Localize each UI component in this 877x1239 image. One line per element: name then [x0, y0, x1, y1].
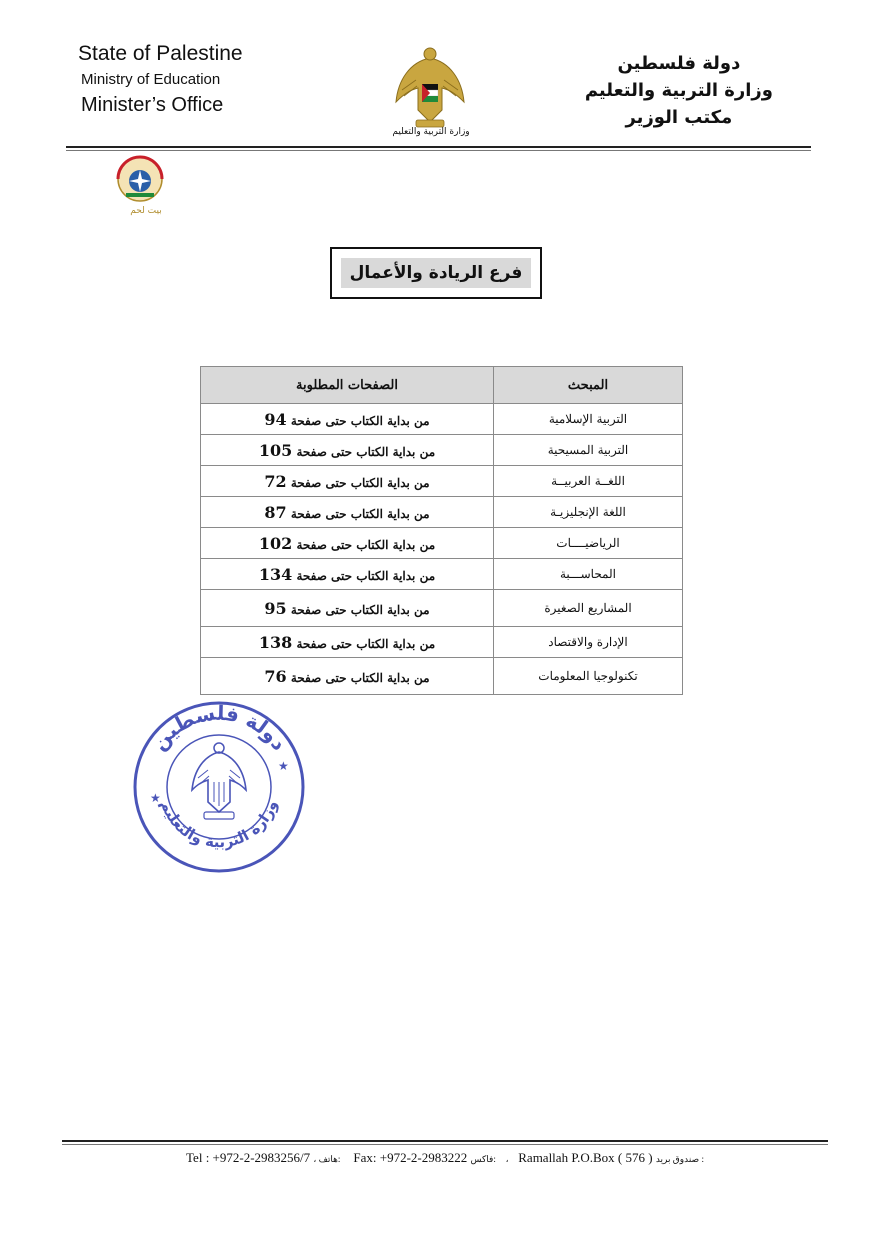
table-row: [201, 528, 683, 559]
pages-text: من بداية الكتاب حتى صفحة: [290, 602, 430, 617]
pages-cell: [201, 404, 494, 435]
header-english-block: [78, 40, 243, 118]
ministry-name-ar: وزارة التربية والتعليم: [584, 80, 773, 101]
pages-text: من بداية الكتاب حتى صفحة: [290, 475, 430, 490]
page-number: 138: [258, 632, 293, 652]
subject-cell: اللغة الإنجليزيـة: [494, 497, 683, 528]
fax-label-ar: فاكس:: [470, 1154, 496, 1164]
table-row: [201, 404, 683, 435]
state-name-ar: دولة فلسطين: [617, 53, 741, 74]
pages-cell: [201, 590, 494, 627]
ministry-stamp: [130, 698, 308, 876]
office-name-en: Minister’s Office: [81, 94, 224, 116]
subject-cell: تكنولوجيا المعلومات: [494, 658, 683, 695]
section-title: فرع الريادة والأعمال: [341, 258, 531, 288]
subject-cell: التربية المسيحية: [494, 435, 683, 466]
po-box: Ramallah P.O.Box ( 576 ): [518, 1150, 653, 1165]
footer-divider-thin: [62, 1144, 828, 1145]
pages-text: من بداية الكتاب حتى صفحة: [296, 444, 436, 459]
page-number: 134: [258, 564, 293, 584]
pages-cell: [201, 627, 494, 658]
subject-cell: المحاســـبة: [494, 559, 683, 590]
header-arabic-block: [585, 50, 773, 131]
page-number: 95: [264, 598, 287, 618]
fax-label: Fax:: [353, 1150, 377, 1165]
pages-text: من بداية الكتاب حتى صفحة: [296, 537, 436, 552]
table-row: [201, 658, 683, 695]
table-row: [201, 627, 683, 658]
office-name-ar: مكتب الوزير: [625, 107, 733, 128]
header-divider-thin: [66, 150, 811, 151]
page-number: 94: [264, 409, 287, 429]
pages-cell: [201, 466, 494, 497]
pages-cell: [201, 559, 494, 590]
tel-number: : +972-2-2983256/7: [205, 1150, 311, 1165]
table-row: [201, 435, 683, 466]
subject-cell: الإدارة والاقتصاد: [494, 627, 683, 658]
footer-divider: [62, 1140, 828, 1142]
page-number: 72: [264, 471, 287, 491]
page-number: 105: [258, 440, 293, 460]
svg-text:دولة فلسطين: دولة فلسطين: [146, 700, 292, 755]
subject-cell: المشاريع الصغيرة: [494, 590, 683, 627]
pages-cell: [201, 497, 494, 528]
ministry-name-en: Ministry of Education: [81, 71, 221, 88]
section-title-box: [330, 247, 542, 299]
bethlehem-logo-icon: [104, 153, 176, 217]
subject-cell: اللغــة العربيــة: [494, 466, 683, 497]
svg-text:بيت لحم: بيت لحم: [130, 206, 162, 216]
pages-text: من بداية الكتاب حتى صفحة: [290, 506, 430, 521]
svg-text:★: ★: [278, 759, 289, 773]
footer-contact: [62, 1150, 828, 1166]
tel-label: Tel: [186, 1150, 203, 1165]
svg-text:وزارة التربية والتعليم: وزارة التربية والتعليم: [157, 797, 281, 852]
page-number: 76: [264, 666, 287, 686]
pages-header: الصفحات المطلوبة: [201, 367, 494, 404]
palestine-eagle-emblem-icon: [390, 40, 470, 140]
pages-cell: [201, 435, 494, 466]
state-name-en: State of Palestine: [78, 42, 243, 65]
table-row: [201, 497, 683, 528]
required-pages-table: [200, 366, 683, 695]
subject-cell: الرياضيــــات: [494, 528, 683, 559]
subject-header: المبحث: [494, 367, 683, 404]
svg-text:★: ★: [150, 791, 161, 805]
pages-text: من بداية الكتاب حتى صفحة: [290, 413, 430, 428]
fax-number: +972-2-2983222: [379, 1150, 468, 1165]
header-divider: [66, 146, 811, 148]
pages-text: من بداية الكتاب حتى صفحة: [296, 568, 436, 583]
footer-separator: ،: [505, 1154, 509, 1164]
pages-cell: [201, 658, 494, 695]
tel-label-ar: ، هاتف:: [313, 1154, 341, 1164]
table-row: [201, 466, 683, 497]
page-number: 102: [258, 533, 293, 553]
pages-text: من بداية الكتاب حتى صفحة: [296, 636, 436, 651]
subject-cell: التربية الإسلامية: [494, 404, 683, 435]
table-header-row: [201, 367, 683, 404]
page-number: 87: [264, 502, 287, 522]
pages-cell: [201, 528, 494, 559]
emblem-caption: وزارة التربية والتعليم: [392, 127, 470, 137]
pages-text: من بداية الكتاب حتى صفحة: [290, 670, 430, 685]
po-box-label-ar: صندوق بريد :: [655, 1154, 704, 1164]
table-row: [201, 559, 683, 590]
table-row: [201, 590, 683, 627]
